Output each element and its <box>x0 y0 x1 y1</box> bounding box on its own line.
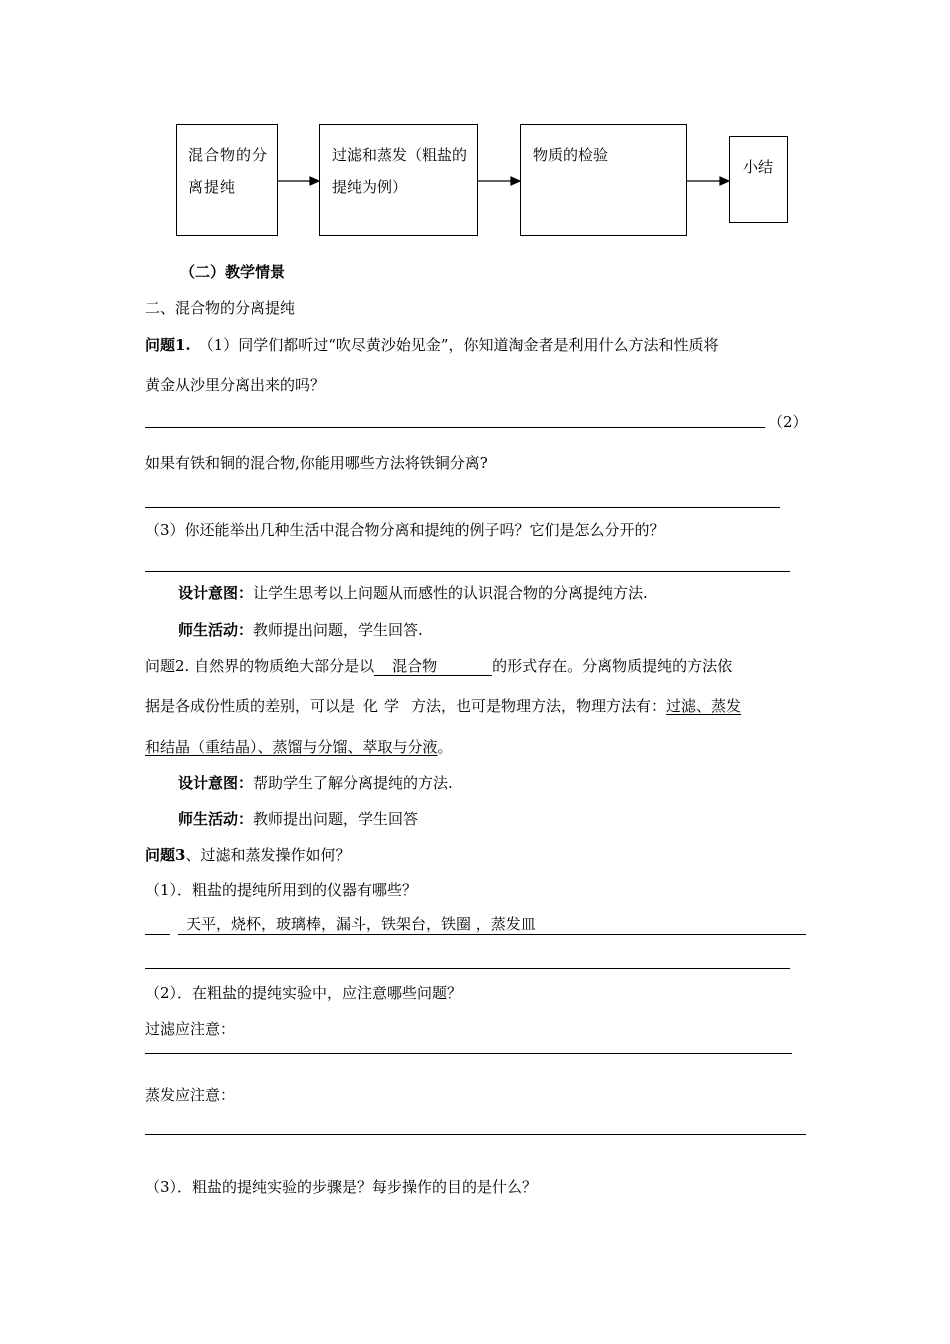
q3-evap-note: 蒸发应注意： <box>145 1086 236 1104</box>
q2-line3 <box>145 737 453 757</box>
arrow-head-icon <box>310 177 319 185</box>
answer-line <box>145 571 790 572</box>
q2-line2 <box>145 696 741 716</box>
arrow-head-icon <box>720 177 729 185</box>
q3-line1 <box>145 845 350 865</box>
section-heading: （二）教学情景 <box>180 263 286 281</box>
flow-box-label: 混合物的分离提纯 <box>188 146 269 196</box>
subheading: 二、混合物的分离提纯 <box>145 299 296 317</box>
q1-label: 问题1. <box>145 336 191 354</box>
flow-box-label: 过滤和蒸发（粗盐的提纯为例） <box>332 146 468 196</box>
q2-methods-b: 和结晶（重结晶）、蒸馏与分馏、萃取与分液 <box>145 738 438 756</box>
q2-blank-answer <box>374 657 492 676</box>
answer-line <box>145 1134 806 1135</box>
q1-line1 <box>145 335 719 355</box>
q3-answer1: 天平，烧杯，玻璃棒，漏斗，铁架台，铁圈 ，蒸发皿 <box>186 915 536 933</box>
activity-label: 师生活动： <box>178 810 254 828</box>
flow-box-label: 物质的检验 <box>533 146 609 164</box>
design-intent-1 <box>178 583 648 603</box>
q2-line2-mid: 方法，也可是物理方法，物理方法有： <box>411 697 667 715</box>
answer-line <box>145 934 170 935</box>
design-intent-2 <box>178 773 453 793</box>
flow-arrows <box>0 0 950 300</box>
activity-text: 教师提出问题，学生回答 <box>253 810 419 828</box>
q2-line2-prefix: 据是各成份性质的差别，可以是 <box>145 697 356 715</box>
activity-2 <box>178 809 418 829</box>
q3-sub1: （1）．粗盐的提纯所用到的仪器有哪些？ <box>145 881 418 899</box>
q3-sub3: （3）．粗盐的提纯实验的步骤是？每步操作的目的是什么？ <box>145 1178 538 1196</box>
answer-line <box>145 507 780 508</box>
design-text: 帮助学生了解分离提纯的方法. <box>253 774 453 792</box>
answer-line <box>178 934 806 935</box>
q3-sub2: （2）．在粗盐的提纯实验中，应注意哪些问题？ <box>145 984 463 1002</box>
q1-part1-cont: 黄金从沙里分离出来的吗？ <box>145 376 326 394</box>
design-label: 设计意图： <box>178 774 254 792</box>
answer-line <box>145 1053 792 1054</box>
flow-box-label: 小结 <box>743 158 774 176</box>
q1-part3: （3）你还能举出几种生活中混合物分离和提纯的例子吗？它们是怎么分开的？ <box>145 521 665 539</box>
q2-methods-a: 过滤、蒸发 <box>666 697 742 715</box>
q2-end: 。 <box>437 738 453 756</box>
design-label: 设计意图： <box>178 584 254 602</box>
arrow-head-icon <box>511 177 520 185</box>
q3-label: 问题3 <box>145 846 186 864</box>
q2-suffix: 的形式存在。分离物质提纯的方法依 <box>492 657 733 675</box>
activity-1 <box>178 620 423 640</box>
q1-part1: （1）同学们都听过“吹尽黄沙始见金”，你知道淘金者是利用什么方法和性质将 <box>198 336 719 354</box>
q3-text: 、过滤和蒸发操作如何？ <box>185 846 351 864</box>
answer-line <box>145 968 790 969</box>
answer-line <box>145 427 765 428</box>
q1-part2: 如果有铁和铜的混合物,你能用哪些方法将铁铜分离? <box>145 454 488 472</box>
q2-line1 <box>145 656 732 676</box>
q2-prefix: 问题2. 自然界的物质绝大部分是以 <box>145 657 375 675</box>
activity-label: 师生活动： <box>178 621 254 639</box>
design-text: 让学生思考以上问题从而感性的认识混合物的分离提纯方法. <box>253 584 648 602</box>
q3-filter-note: 过滤应注意： <box>145 1020 236 1038</box>
q1-part2-label: （2） <box>768 413 808 431</box>
activity-text: 教师提出问题，学生回答. <box>253 621 423 639</box>
q2-blank-text: 混合物 <box>392 657 438 675</box>
q2-chem: 化学 <box>363 697 406 715</box>
